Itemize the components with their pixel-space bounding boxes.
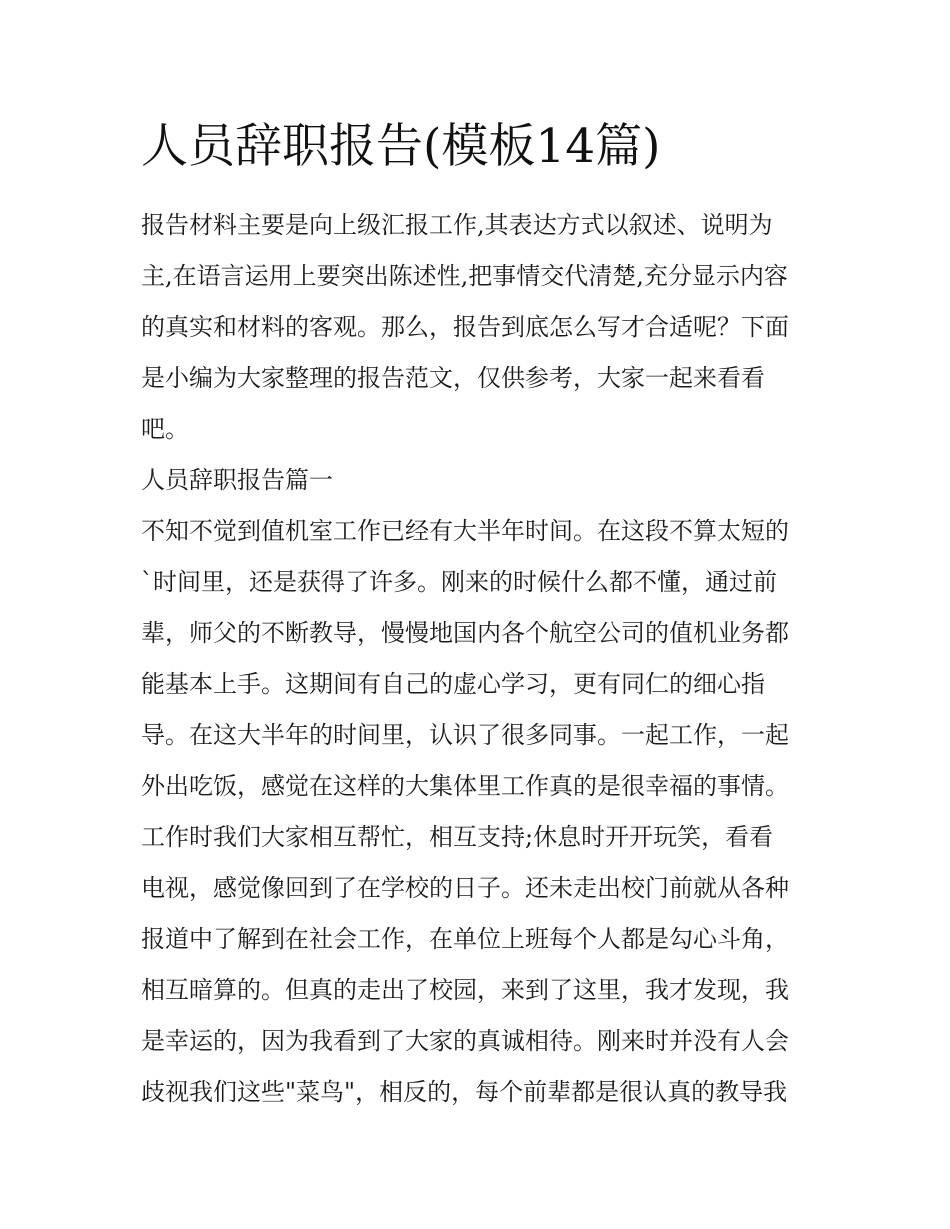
section-line-3: 辈，师父的不断教导，慢慢地国内各个航空公司的值机业务都 — [141, 619, 789, 647]
section-line-10: 相互暗算的。但真的走出了校园，来到了这里，我才发现，我 — [141, 976, 789, 1004]
section-line-11: 是幸运的，因为我看到了大家的真诚相待。刚来时并没有人会 — [141, 1027, 789, 1055]
section-line-12: 歧视我们这些"菜鸟"，相反的，每个前辈都是很认真的教导我 — [141, 1078, 788, 1106]
document-body — [141, 200, 816, 1118]
section-heading: 人员辞职报告篇一 — [141, 466, 333, 494]
section-line-7: 工作时我们大家相互帮忙，相互支持;休息时开开玩笑，看看 — [141, 823, 774, 851]
intro-line-2: 主,在语言运用上要突出陈述性,把事情交代清楚,充分显示内容 — [141, 262, 788, 290]
intro-line-5: 吧。 — [141, 415, 189, 443]
section-line-2: `时间里，还是获得了许多。刚来的时候什么都不懂，通过前 — [141, 568, 777, 596]
intro-line-4: 是小编为大家整理的报告范文，仅供参考，大家一起来看看 — [141, 364, 765, 392]
section-line-1: 不知不觉到值机室工作已经有大半年时间。在这段不算太短的 — [141, 517, 789, 545]
intro-line-3: 的真实和材料的客观。那么，报告到底怎么写才合适呢？下面 — [141, 313, 789, 341]
section-line-4: 能基本上手。这期间有自己的虚心学习，更有同仁的细心指 — [141, 670, 765, 698]
intro-line-1: 报告材料主要是向上级汇报工作,其表达方式以叙述、说明为 — [141, 211, 773, 239]
section-line-6: 外出吃饭，感觉在这样的大集体里工作真的是很幸福的事情。 — [141, 772, 789, 800]
section-line-8: 电视，感觉像回到了在学校的日子。还未走出校门前就从各种 — [141, 874, 789, 902]
section-line-9: 报道中了解到在社会工作，在单位上班每个人都是勾心斗角， — [141, 925, 789, 953]
section-line-5: 导。在这大半年的时间里，认识了很多同事。一起工作，一起 — [141, 721, 789, 749]
document-title: 人员辞职报告(模板14篇) — [141, 119, 661, 174]
